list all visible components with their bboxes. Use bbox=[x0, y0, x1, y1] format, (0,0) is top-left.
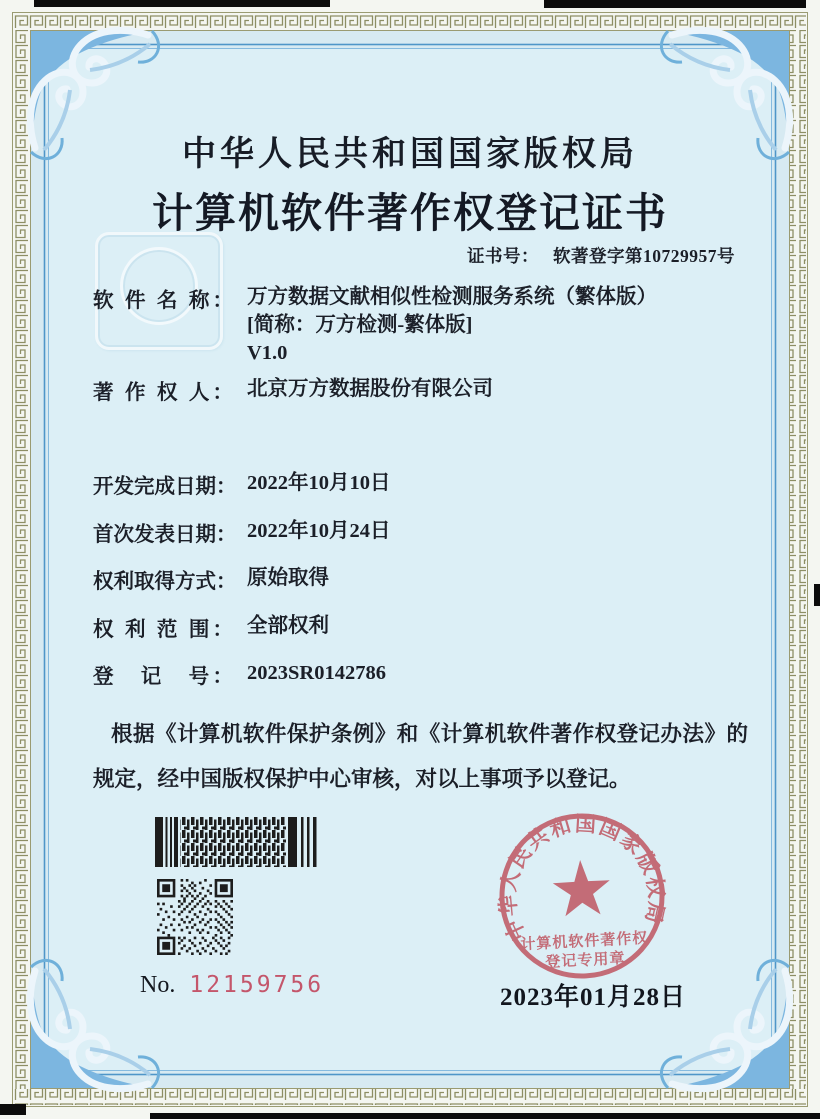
field-value: 2023SR0142786 bbox=[247, 662, 386, 684]
scan-artifact bbox=[34, 0, 330, 7]
certificate-number-label: 证书号： bbox=[467, 246, 539, 266]
field-value: 2022年10月10日 bbox=[247, 472, 391, 494]
field-value bbox=[247, 283, 657, 367]
field-label: 著 作 权 人： bbox=[93, 382, 233, 404]
field-dev-completion-date bbox=[93, 469, 391, 499]
field-label: 权 利 范 围： bbox=[93, 619, 233, 641]
serial-label: No. bbox=[140, 972, 176, 998]
field-copyright-owner bbox=[93, 375, 493, 405]
certificate-title: 计算机软件著作权登记证书 bbox=[152, 190, 668, 236]
field-rights-scope bbox=[93, 612, 329, 642]
seal-text-line1: 计算机软件著作权 bbox=[520, 930, 649, 954]
seal-star-icon bbox=[552, 859, 612, 917]
seal-text-line2: 登记专用章 bbox=[545, 950, 626, 971]
scan-artifact bbox=[0, 1104, 26, 1115]
certificate-number-value: 软著登字第10729957号 bbox=[553, 246, 735, 266]
scan-artifact bbox=[814, 584, 820, 606]
field-rights-acquisition bbox=[93, 564, 329, 594]
registration-statement: 根据《计算机软件保护条例》和《计算机软件著作权登记办法》的规定，经中国版权保护中心审核，对以上事项予以登记。 bbox=[93, 722, 748, 791]
field-first-publication-date bbox=[93, 517, 391, 547]
software-name-line1: 万方数据文献相似性检测服务系统（繁体版） bbox=[247, 286, 657, 308]
issue-date: 2023年01月28日 bbox=[500, 984, 687, 1011]
field-value: 全部权利 bbox=[247, 615, 329, 637]
field-label: 软 件 名 称： bbox=[93, 290, 233, 312]
field-label: 权利取得方式： bbox=[93, 571, 237, 593]
qr-code bbox=[157, 879, 233, 955]
field-label: 开发完成日期： bbox=[93, 476, 237, 498]
official-seal bbox=[490, 804, 675, 989]
barcode bbox=[155, 817, 345, 867]
authority-name: 中华人民共和国国家版权局 bbox=[182, 136, 638, 173]
field-value: 北京万方数据股份有限公司 bbox=[247, 378, 493, 400]
field-software-name bbox=[93, 283, 657, 367]
software-name-line3: V1.0 bbox=[247, 342, 288, 364]
serial-number: 12159756 bbox=[189, 972, 325, 998]
field-value: 原始取得 bbox=[247, 567, 329, 589]
scan-artifact bbox=[150, 1113, 820, 1119]
field-registration-number bbox=[93, 659, 386, 689]
certificate-number-line bbox=[467, 243, 735, 268]
field-label: 登 记 号： bbox=[93, 666, 233, 688]
seal-ring-text: 中华人民共和国国家版权局 bbox=[495, 811, 669, 945]
field-value: 2022年10月24日 bbox=[247, 520, 391, 542]
field-label: 首次发表日期： bbox=[93, 524, 237, 546]
scan-artifact bbox=[544, 0, 806, 8]
software-name-line2: [简称：万方检测-繁体版] bbox=[247, 314, 473, 336]
serial-number-line bbox=[140, 972, 324, 999]
